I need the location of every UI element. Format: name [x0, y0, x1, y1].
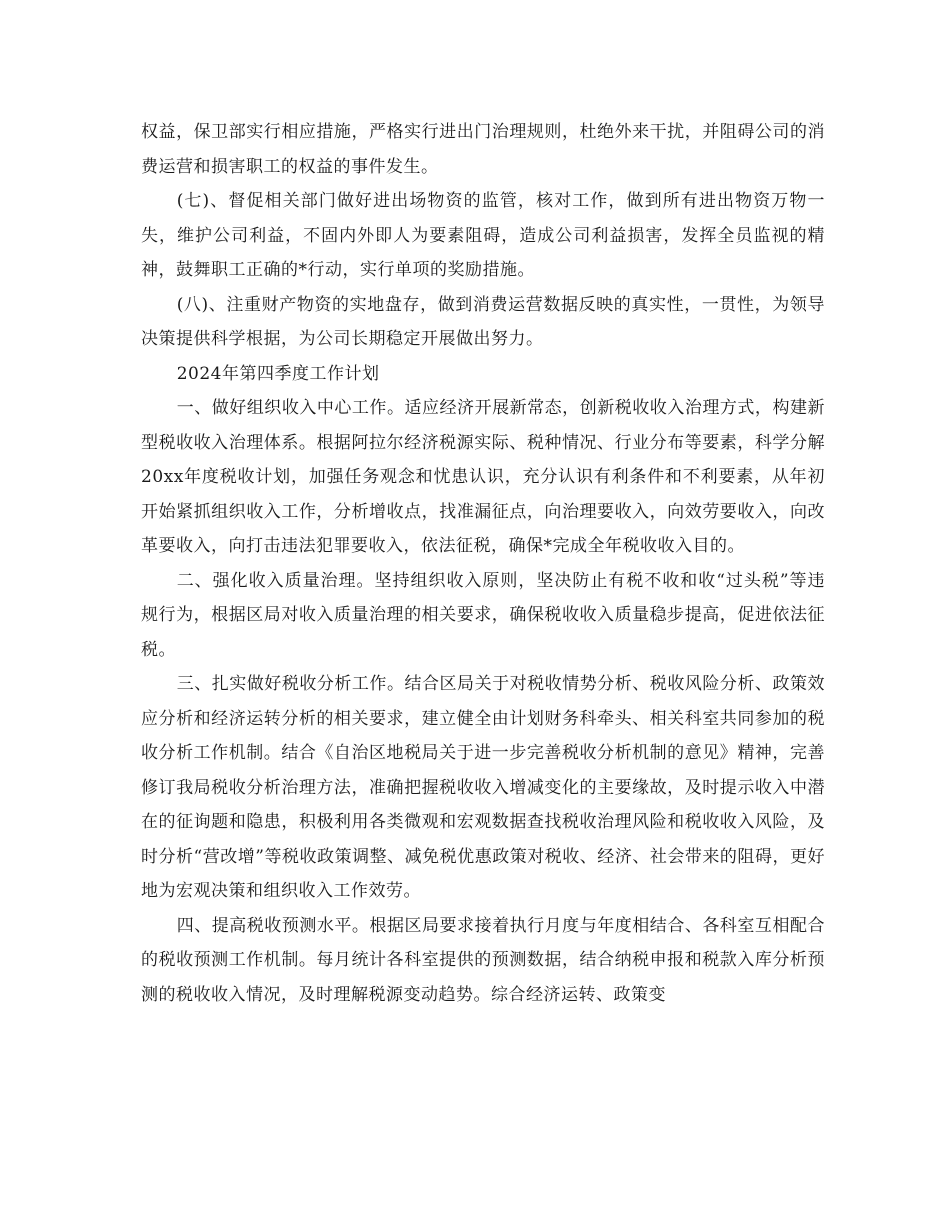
- paragraph-point-two: 二、强化收入质量治理。坚持组织收入原则，坚决防止有税不收和收“过头税”等违规行为，根据区局对收入质量治理的相关要求，确保税收收入质量稳步提高，促进依法征税。: [141, 570, 825, 660]
- paragraph-item-eight: (八)、注重财产物资的实地盘存，做到消费运营数据反映的真实性，一贯性，为领导决策提供科学根据，为公司长期稳定开展做出努力。: [141, 294, 825, 349]
- paragraph-point-three: 三、扎实做好税收分析工作。结合区局关于对税收情势分析、税收风险分析、政策效应分析和经济运转分析的相关要求，建立健全由计划财务科牵头、相关科室共同参加的税收分析工作机制。结合《自治区地税局关于进一步完善税收分析机制的意见》精神，完善修订我局税收分析治理方法，准确把握税收收入增减变化的主要缘故，及时提示收入中潜在的征询题和隐患，积极利用各类微观和宏观数据查找税收治理风险和税收收入风险，及时分析“营改增”等税收政策调整、减免税优惠政策对税收、经济、社会带来的阻碍，更好地为宏观决策和组织收入工作效劳。: [141, 674, 825, 901]
- paragraph-rights-continuation: 权益，保卫部实行相应措施，严格实行进出门治理规则，杜绝外来干扰，并阻碍公司的消费运营和损害职工的权益的事件发生。: [141, 122, 825, 177]
- paragraph-point-four: 四、提高税收预测水平。根据区局要求接着执行月度与年度相结合、各科室互相配合的税收预测工作机制。每月统计各科室提供的预测数据，结合纳税申报和税款入库分析预测的税收收入情况，及时理解税源变动趋势。综合经济运转、政策变: [141, 915, 825, 1005]
- paragraph-item-seven: (七)、督促相关部门做好进出场物资的监管，核对工作，做到所有进出物资万物一失，维护公司利益，不固内外即人为要素阻碍，造成公司利益损害，发挥全员监视的精神，鼓舞职工正确的*行动，实行单项的奖励措施。: [141, 191, 825, 280]
- document-body: [141, 115, 825, 1012]
- paragraph-point-one: 一、做好组织收入中心工作。适应经济开展新常态，创新税收收入治理方式，构建新型税收收入治理体系。根据阿拉尔经济税源实际、税种情况、行业分布等要素，科学分解20xx年度税收计划，加强任务观念和忧患认识，充分认识有利条件和不利要素，从年初开始紧抓组织收入工作，分析增收点，找准漏征点，向治理要收入，向效劳要收入，向改革要收入，向打击违法犯罪要收入，依法征税，确保*完成全年税收收入目的。: [141, 398, 825, 556]
- section-heading: 2024年第四季度工作计划: [176, 363, 380, 384]
